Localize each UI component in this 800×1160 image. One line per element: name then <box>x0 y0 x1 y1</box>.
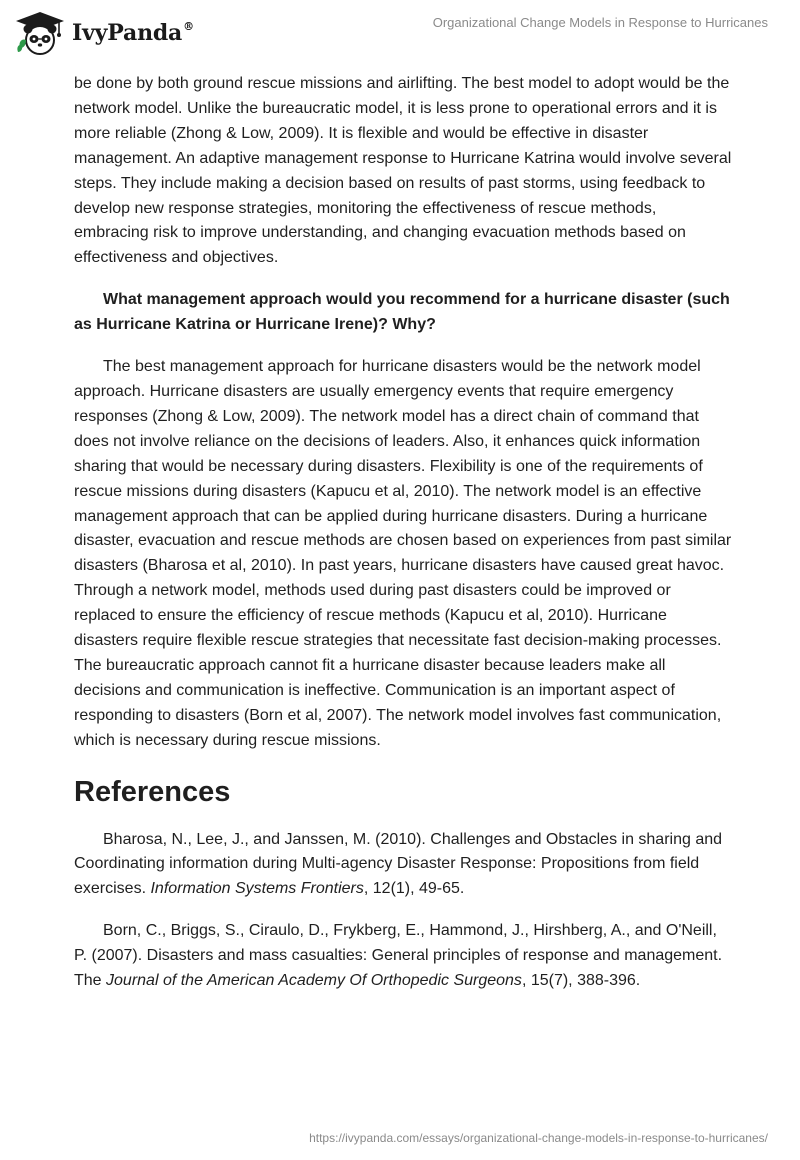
journal-title: Information Systems Frontiers <box>150 880 364 898</box>
page-title: Organizational Change Models in Response to Hurricanes <box>432 15 768 30</box>
body-paragraph: The best management approach for hurricane disasters would be the network model approach. Hurricane disasters are usually emergency events that require emergency responses (Zhong & Low, 2009). The network model has a direct chain of command that does not involve reliance on the decisions of leaders. Also, it enhances quick information sharing that would be necessary during disasters. Flexibility is one of the requirements of rescue missions during disasters (Kapucu et al, 2010). The network model is an effective management approach that can be applied during hurricane disasters. During a hurricane disaster, evacuation and rescue methods are chosen based on experiences from past similar disasters (Bharosa et al, 2010). In past years, hurricane disasters have caused great havoc. Through a network model, methods used during past disasters could be improved or replaced to ensure the efficiency of rescue methods (Kapucu et al, 2010). Hurricane disasters require flexible rescue strategies that necessitate fast decision-making processes. The bureaucratic approach cannot fit a hurricane disaster because leaders make all decisions and communication is ineffective. Communication is an important aspect of responding to disasters (Born et al, 2007). The network model involves fast communication, which is necessary during rescue missions. <box>74 358 732 749</box>
page-header <box>0 0 800 70</box>
reference-item: Born, C., Briggs, S., Ciraulo, D., Frykberg, E., Hammond, J., Hirshberg, A., and O'Neill, P. (2007). Disasters and mass casualties: General principles of response and management. The Journal of the American Academy Of Orthopedic Surgeons, 15(7), 388-396. <box>74 922 723 990</box>
journal-title: Journal of the American Academy Of Orthopedic Surgeons <box>106 972 522 990</box>
body-paragraph: be done by both ground rescue missions and airlifting. The best model to adopt would be the network model. Unlike the bureaucratic model, it is less prone to operational errors and it is more reliable (Zhong & Low, 2009). It is flexible and would be effective in disaster management. An adaptive management response to Hurricane Katrina would involve several steps. They include making a decision based on results of past storms, using feedback to develop new response strategies, monitoring the effectiveness of rescue methods, embracing risk to improve understanding, and changing evacuation methods based on effectiveness and objectives. <box>74 75 732 267</box>
ivypanda-logo[interactable] <box>14 10 194 56</box>
essay-content <box>74 72 734 994</box>
source-url[interactable]: https://ivypanda.com/essays/organizational-change-models-in-response-to-hurricanes/ <box>309 1131 768 1145</box>
references-heading: References <box>74 775 231 808</box>
logo-wordmark: IvyPanda® <box>72 20 194 46</box>
section-question: What management approach would you recommend for a hurricane disaster (such as Hurricane Katrina or Hurricane Irene)? Why? <box>74 291 730 334</box>
reference-item: Bharosa, N., Lee, J., and Janssen, M. (2010). Challenges and Obstacles in sharing and Coordinating information during Multi-agency Disaster Response: Propositions from field exercises. Information Systems Frontiers, 12(1), 49-65. <box>74 830 723 898</box>
panda-graduate-icon <box>14 10 66 56</box>
